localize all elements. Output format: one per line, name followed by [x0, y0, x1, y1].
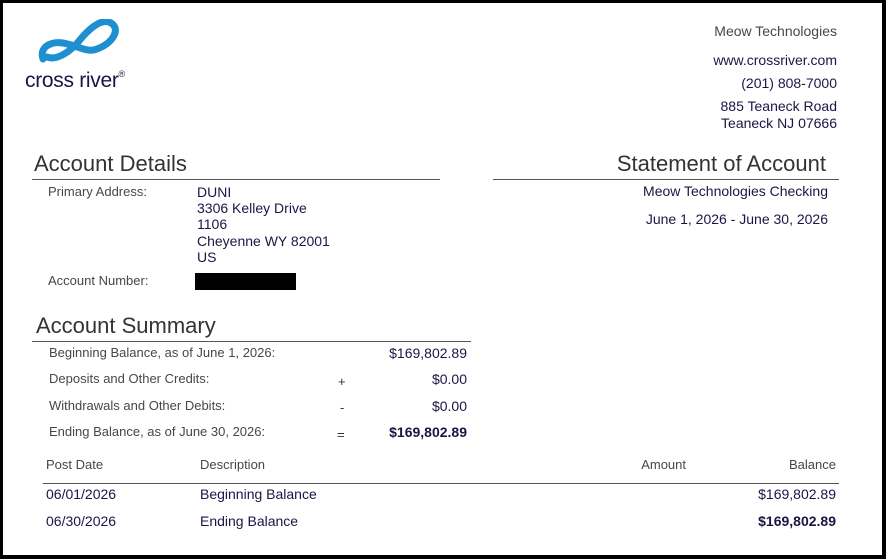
summary-label: Ending Balance, as of June 30, 2026: — [49, 424, 266, 439]
company-address-line1: 885 Teaneck Road — [720, 98, 837, 114]
cross-river-logo-icon — [35, 19, 127, 67]
statement-account-name: Meow Technologies Checking — [643, 183, 828, 199]
row-post-date: 06/01/2026 — [46, 486, 117, 502]
statement-page — [3, 3, 882, 555]
logo-wordmark — [25, 69, 125, 93]
col-header-description: Description — [200, 457, 266, 472]
summary-sign: = — [337, 427, 345, 442]
account-details-heading: Account Details — [34, 151, 187, 176]
company-name: Meow Technologies — [714, 23, 837, 39]
company-address-line2: Teaneck NJ 07666 — [721, 115, 837, 131]
summary-amount: $0.00 — [431, 398, 467, 414]
summary-amount: $169,802.89 — [389, 424, 467, 440]
account-number-label: Account Number: — [48, 273, 149, 288]
row-description: Beginning Balance — [200, 486, 317, 502]
summary-label: Beginning Balance, as of June 1, 2026: — [49, 345, 276, 360]
address-line: 3306 Kelley Drive — [197, 200, 307, 216]
summary-sign: + — [338, 374, 346, 389]
row-description: Ending Balance — [200, 513, 299, 529]
account-summary-divider — [32, 341, 471, 342]
col-header-amount: Amount — [641, 457, 686, 472]
logo-registered-mark: ® — [118, 69, 125, 79]
statement-heading: Statement of Account — [616, 151, 826, 176]
company-phone: (201) 808-7000 — [741, 75, 837, 91]
address-line: US — [197, 249, 217, 265]
row-balance: $169,802.89 — [758, 486, 836, 502]
address-line: 1106 — [197, 216, 228, 232]
summary-sign: - — [340, 400, 345, 415]
col-header-balance: Balance — [789, 457, 836, 472]
company-website: www.crossriver.com — [713, 52, 837, 68]
address-line: Cheyenne WY 82001 — [197, 233, 330, 249]
transactions-divider — [43, 483, 839, 484]
account-summary-heading: Account Summary — [36, 313, 216, 338]
account-number-redaction — [195, 273, 296, 290]
row-balance: $169,802.89 — [758, 513, 836, 529]
col-header-post-date: Post Date — [46, 457, 104, 472]
statement-divider — [493, 179, 839, 180]
address-line: DUNI — [197, 184, 232, 200]
statement-period: June 1, 2026 - June 30, 2026 — [645, 211, 828, 227]
summary-label: Deposits and Other Credits: — [49, 371, 210, 386]
logo-text: cross river — [25, 69, 119, 92]
row-post-date: 06/30/2026 — [46, 513, 117, 529]
account-details-divider — [32, 179, 440, 180]
primary-address-label: Primary Address: — [48, 184, 147, 199]
summary-label: Withdrawals and Other Debits: — [49, 398, 226, 413]
summary-amount: $169,802.89 — [389, 345, 467, 361]
summary-amount: $0.00 — [431, 371, 467, 387]
